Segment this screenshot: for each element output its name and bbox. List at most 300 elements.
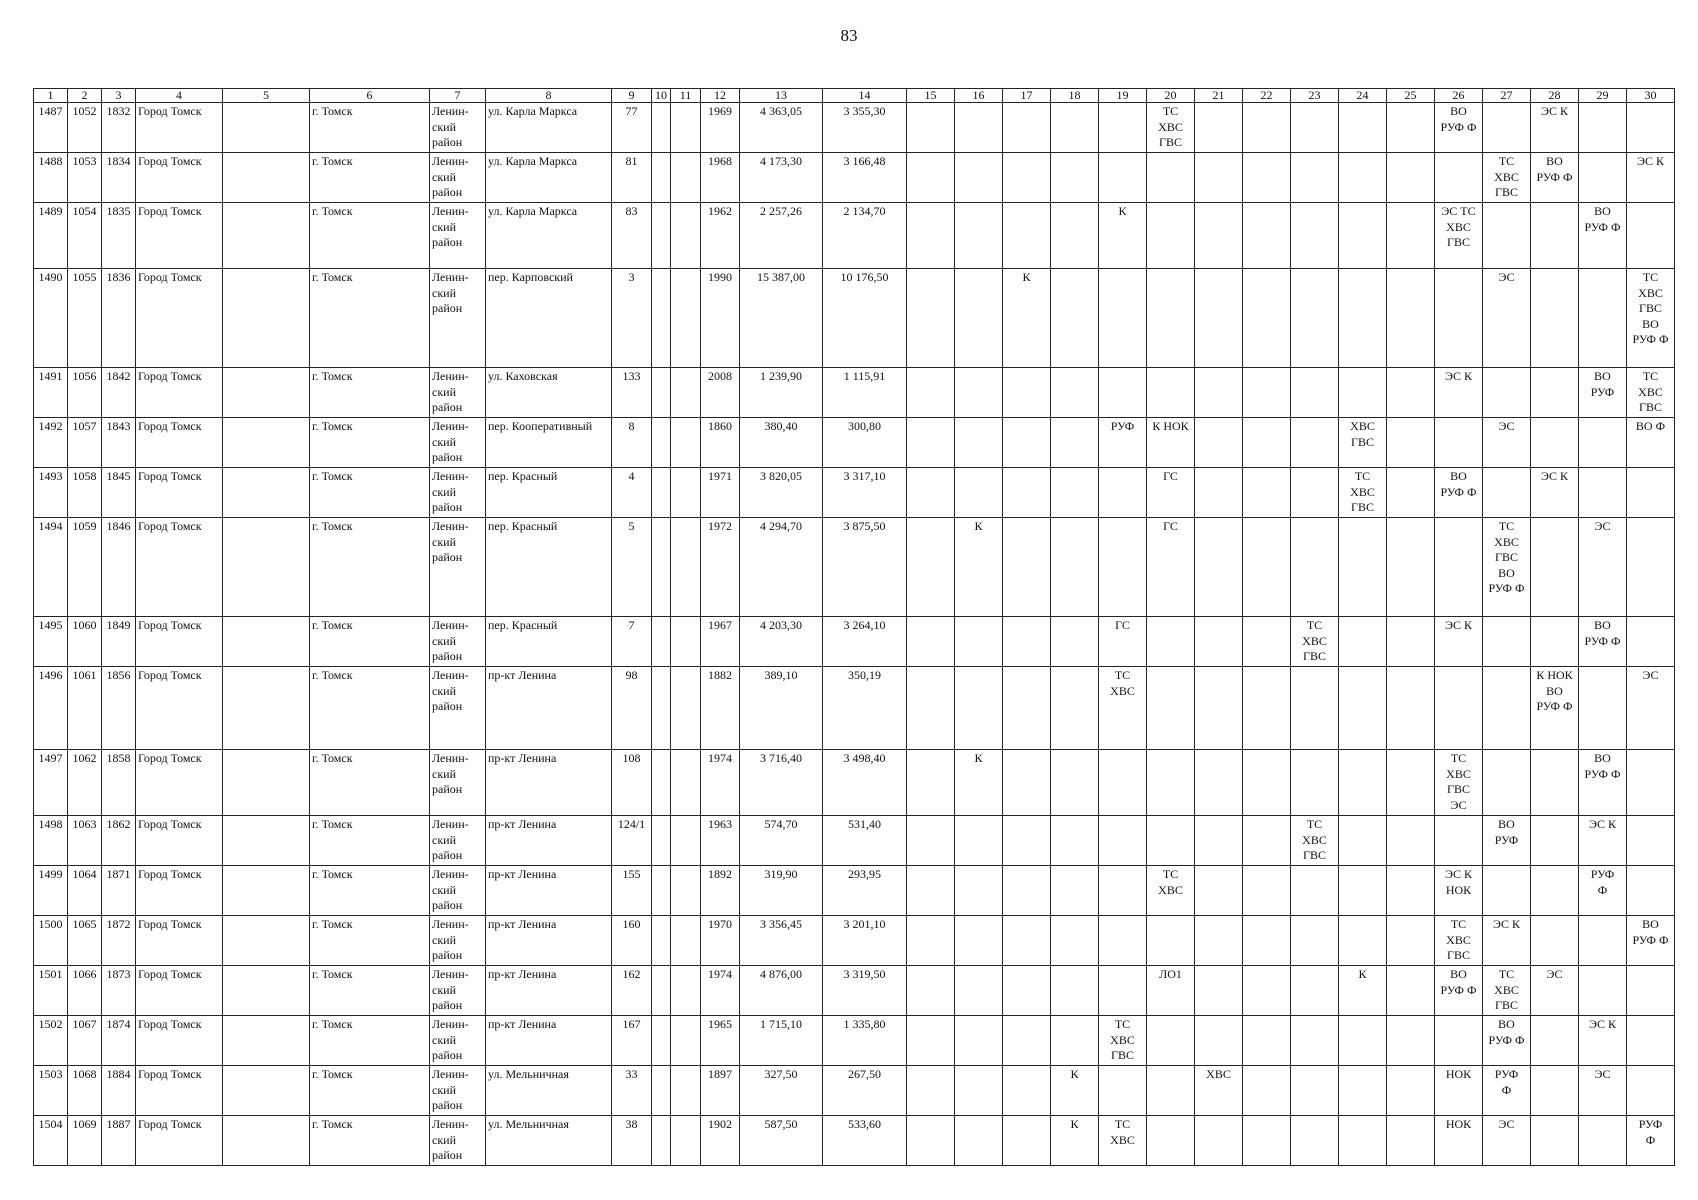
column-number-header: 29	[1579, 89, 1627, 103]
table-cell	[652, 1066, 671, 1116]
table-cell	[1195, 750, 1243, 816]
table-cell	[1243, 667, 1291, 750]
table-cell: пр-кт Ленина	[486, 667, 612, 750]
table-cell	[1243, 750, 1291, 816]
table-cell: г. Томск	[310, 153, 430, 203]
table-cell: ЭС К	[1483, 916, 1531, 966]
table-cell: 1974	[701, 966, 740, 1016]
table-cell	[1003, 103, 1051, 153]
table-cell: ТС ХВС	[1147, 866, 1195, 916]
table-cell	[1339, 518, 1387, 617]
column-number-header: 30	[1627, 89, 1675, 103]
table-cell: 1498	[34, 816, 68, 866]
table-cell: 38	[612, 1116, 652, 1166]
column-number-header: 22	[1243, 89, 1291, 103]
table-cell	[1195, 866, 1243, 916]
table-cell: ХВС	[1195, 1066, 1243, 1116]
table-cell	[223, 816, 310, 866]
table-cell: К	[1003, 269, 1051, 368]
table-cell: Ленин- ский район	[430, 368, 486, 418]
table-cell: ЭС К	[1531, 468, 1579, 518]
table-cell: НОК	[1435, 1116, 1483, 1166]
table-cell	[1099, 1066, 1147, 1116]
table-cell	[955, 269, 1003, 368]
table-cell	[1195, 1116, 1243, 1166]
table-cell: 267,50	[823, 1066, 907, 1116]
table-cell	[907, 153, 955, 203]
table-cell: 1495	[34, 617, 68, 667]
table-cell: Город Томск	[136, 1016, 223, 1066]
table-cell: 108	[612, 750, 652, 816]
table-cell: 1 115,91	[823, 368, 907, 418]
table-cell	[1195, 916, 1243, 966]
table-cell	[1099, 916, 1147, 966]
table-cell: 5	[612, 518, 652, 617]
table-cell	[652, 916, 671, 966]
table-row	[34, 1116, 1675, 1166]
table-cell: пер. Карповский	[486, 269, 612, 368]
table-cell: К НОК	[1147, 418, 1195, 468]
table-cell: г. Томск	[310, 468, 430, 518]
column-number-header: 28	[1531, 89, 1579, 103]
table-cell	[1387, 153, 1435, 203]
table-cell	[1387, 617, 1435, 667]
table-cell	[1003, 816, 1051, 866]
table-cell: Город Томск	[136, 617, 223, 667]
table-cell: 1068	[68, 1066, 102, 1116]
table-cell	[1531, 203, 1579, 269]
table-cell: ЭС	[1531, 966, 1579, 1016]
table-cell	[1291, 418, 1339, 468]
table-cell	[1051, 667, 1099, 750]
table-cell: Город Томск	[136, 966, 223, 1016]
table-cell	[1579, 103, 1627, 153]
table-cell	[955, 203, 1003, 269]
table-cell: 1972	[701, 518, 740, 617]
table-cell: пер. Красный	[486, 468, 612, 518]
table-cell	[1243, 468, 1291, 518]
table-cell	[1579, 667, 1627, 750]
table-cell	[1339, 1016, 1387, 1066]
table-cell: пр-кт Ленина	[486, 1016, 612, 1066]
table-cell	[1579, 1116, 1627, 1166]
column-number-header: 15	[907, 89, 955, 103]
table-cell	[955, 966, 1003, 1016]
table-cell: 81	[612, 153, 652, 203]
column-number-header: 26	[1435, 89, 1483, 103]
table-row	[34, 750, 1675, 816]
table-cell	[1387, 866, 1435, 916]
table-cell: 4 203,30	[740, 617, 823, 667]
table-cell: 1065	[68, 916, 102, 966]
column-number-header: 16	[955, 89, 1003, 103]
table-cell: Ленин- ский район	[430, 816, 486, 866]
table-row	[34, 966, 1675, 1016]
table-cell: 1892	[701, 866, 740, 916]
table-row	[34, 518, 1675, 617]
table-cell	[1291, 1116, 1339, 1166]
table-cell: 587,50	[740, 1116, 823, 1166]
table-cell: 1967	[701, 617, 740, 667]
table-cell: Город Томск	[136, 418, 223, 468]
table-cell	[1339, 617, 1387, 667]
table-row	[34, 368, 1675, 418]
table-cell	[1147, 750, 1195, 816]
table-cell: 1497	[34, 750, 68, 816]
table-cell: ЭС	[1483, 418, 1531, 468]
table-cell: 1493	[34, 468, 68, 518]
table-cell	[1483, 203, 1531, 269]
table-cell: Город Томск	[136, 1066, 223, 1116]
table-cell: 167	[612, 1016, 652, 1066]
table-cell	[1627, 816, 1675, 866]
table-cell: К	[955, 750, 1003, 816]
table-cell	[1387, 750, 1435, 816]
table-cell	[1627, 468, 1675, 518]
table-cell: 1063	[68, 816, 102, 866]
table-cell	[223, 103, 310, 153]
table-cell: ТС ХВС ГВС	[1483, 966, 1531, 1016]
column-number-header: 21	[1195, 89, 1243, 103]
table-cell: ВО РУФ Ф	[1579, 750, 1627, 816]
table-cell	[652, 269, 671, 368]
table-cell: 4 173,30	[740, 153, 823, 203]
table-cell	[1195, 368, 1243, 418]
table-cell: пр-кт Ленина	[486, 916, 612, 966]
table-cell	[1483, 368, 1531, 418]
table-cell	[1339, 816, 1387, 866]
table-cell: пр-кт Ленина	[486, 750, 612, 816]
table-cell	[1291, 518, 1339, 617]
table-cell	[907, 617, 955, 667]
table-cell	[1003, 153, 1051, 203]
table-cell	[907, 418, 955, 468]
table-cell: г. Томск	[310, 418, 430, 468]
table-cell	[1243, 153, 1291, 203]
table-cell: 1897	[701, 1066, 740, 1116]
table-cell	[652, 103, 671, 153]
table-cell: 1489	[34, 203, 68, 269]
table-cell: г. Томск	[310, 966, 430, 1016]
table-cell: 1504	[34, 1116, 68, 1166]
table-cell	[1003, 1016, 1051, 1066]
table-cell: 1902	[701, 1116, 740, 1166]
table-cell: ТС ХВС ГВС ВО РУФ Ф	[1627, 269, 1675, 368]
table-cell	[1339, 866, 1387, 916]
table-cell	[1099, 103, 1147, 153]
table-cell: 1499	[34, 866, 68, 916]
table-cell	[671, 103, 701, 153]
table-cell: г. Томск	[310, 1066, 430, 1116]
table-cell	[1003, 667, 1051, 750]
table-cell	[671, 617, 701, 667]
table-cell	[652, 667, 671, 750]
table-cell	[223, 1066, 310, 1116]
table-cell: ХВС ГВС	[1339, 418, 1387, 468]
table-cell	[671, 418, 701, 468]
table-cell: 3 201,10	[823, 916, 907, 966]
table-cell	[1243, 966, 1291, 1016]
table-cell	[1387, 1016, 1435, 1066]
table-cell: г. Томск	[310, 916, 430, 966]
table-cell	[652, 866, 671, 916]
table-cell: ЭС	[1483, 1116, 1531, 1166]
table-cell	[1387, 816, 1435, 866]
table-cell: пр-кт Ленина	[486, 866, 612, 916]
table-cell	[671, 468, 701, 518]
table-cell: ВО РУФ Ф	[1627, 916, 1675, 966]
table-cell: 300,80	[823, 418, 907, 468]
table-cell: 531,40	[823, 816, 907, 866]
column-number-header: 9	[612, 89, 652, 103]
table-cell	[955, 866, 1003, 916]
table-cell: 1969	[701, 103, 740, 153]
table-cell	[1051, 203, 1099, 269]
table-cell: ул. Карла Маркса	[486, 203, 612, 269]
table-cell	[223, 153, 310, 203]
table-cell	[1099, 816, 1147, 866]
table-cell	[1099, 750, 1147, 816]
table-cell: ул. Мельничная	[486, 1116, 612, 1166]
table-cell: ВО РУФ Ф	[1435, 966, 1483, 1016]
table-cell: 1834	[102, 153, 136, 203]
table-cell	[671, 916, 701, 966]
table-cell: Ленин- ский район	[430, 966, 486, 1016]
table-cell	[1339, 916, 1387, 966]
table-cell: 389,10	[740, 667, 823, 750]
table-cell	[1627, 103, 1675, 153]
table-cell: 2 134,70	[823, 203, 907, 269]
table-cell	[1003, 1066, 1051, 1116]
table-cell	[1243, 269, 1291, 368]
table-cell	[1003, 750, 1051, 816]
table-cell: 4	[612, 468, 652, 518]
table-cell	[1531, 750, 1579, 816]
table-cell: 77	[612, 103, 652, 153]
table-cell	[955, 1116, 1003, 1166]
table-cell: 155	[612, 866, 652, 916]
table-cell: 8	[612, 418, 652, 468]
table-cell	[1387, 103, 1435, 153]
table-cell: ЭС К	[1531, 103, 1579, 153]
table-cell	[1387, 203, 1435, 269]
table-cell	[1291, 1066, 1339, 1116]
table-cell: 162	[612, 966, 652, 1016]
table-row	[34, 667, 1675, 750]
table-cell	[1147, 203, 1195, 269]
table-cell: 3 356,45	[740, 916, 823, 966]
table-cell	[1531, 617, 1579, 667]
table-cell: пер. Красный	[486, 617, 612, 667]
table-cell: 1962	[701, 203, 740, 269]
table-cell	[1003, 1116, 1051, 1166]
column-number-header: 24	[1339, 89, 1387, 103]
column-number-header: 2	[68, 89, 102, 103]
table-cell	[1051, 866, 1099, 916]
table-cell	[1291, 269, 1339, 368]
table-cell	[1195, 667, 1243, 750]
table-cell: 1 715,10	[740, 1016, 823, 1066]
table-cell: Ленин- ский район	[430, 153, 486, 203]
table-cell: 7	[612, 617, 652, 667]
table-cell: 1968	[701, 153, 740, 203]
table-cell	[955, 418, 1003, 468]
table-row	[34, 418, 1675, 468]
table-cell	[1387, 966, 1435, 1016]
table-cell: ВО РУФ	[1483, 816, 1531, 866]
table-cell	[1387, 1116, 1435, 1166]
table-cell: К	[1051, 1066, 1099, 1116]
table-cell	[1435, 518, 1483, 617]
table-cell	[907, 866, 955, 916]
table-cell	[671, 1016, 701, 1066]
table-cell	[1387, 418, 1435, 468]
table-cell	[1051, 368, 1099, 418]
table-cell: Город Томск	[136, 368, 223, 418]
table-cell: РУФ Ф	[1627, 1116, 1675, 1166]
table-cell: ул. Мельничная	[486, 1066, 612, 1116]
table-cell	[955, 1016, 1003, 1066]
table-cell: г. Томск	[310, 1116, 430, 1166]
table-cell	[223, 518, 310, 617]
table-cell: 3 716,40	[740, 750, 823, 816]
table-cell	[1051, 103, 1099, 153]
table-cell: ЭС	[1579, 518, 1627, 617]
table-cell: 1055	[68, 269, 102, 368]
table-cell	[1531, 518, 1579, 617]
table-cell: 1874	[102, 1016, 136, 1066]
table-cell	[1531, 866, 1579, 916]
table-cell: г. Томск	[310, 368, 430, 418]
table-cell: ЭС	[1627, 667, 1675, 750]
table-cell	[1627, 203, 1675, 269]
table-cell: К	[1339, 966, 1387, 1016]
table-cell: ВО РУФ Ф	[1435, 468, 1483, 518]
table-cell	[907, 518, 955, 617]
table-cell	[1003, 518, 1051, 617]
table-cell	[1195, 617, 1243, 667]
table-cell	[907, 1016, 955, 1066]
table-cell: 3	[612, 269, 652, 368]
table-cell	[1387, 667, 1435, 750]
table-cell	[1435, 667, 1483, 750]
table-cell: 574,70	[740, 816, 823, 866]
table-cell: 1488	[34, 153, 68, 203]
table-cell	[955, 816, 1003, 866]
table-cell: 533,60	[823, 1116, 907, 1166]
table-cell: 1835	[102, 203, 136, 269]
table-cell	[1339, 368, 1387, 418]
table-cell: 124/1	[612, 816, 652, 866]
table-cell: 1057	[68, 418, 102, 468]
table-cell: пр-кт Ленина	[486, 816, 612, 866]
table-cell: ЭС К	[1435, 617, 1483, 667]
table-cell: ТС ХВС ГВС ВО РУФ Ф	[1483, 518, 1531, 617]
table-cell	[1483, 617, 1531, 667]
table-cell	[223, 750, 310, 816]
table-cell: 1052	[68, 103, 102, 153]
table-cell: 1060	[68, 617, 102, 667]
table-cell	[1243, 103, 1291, 153]
table-cell	[1627, 866, 1675, 916]
table-cell	[1339, 1066, 1387, 1116]
table-cell: ВО РУФ Ф	[1579, 203, 1627, 269]
table-cell	[1531, 816, 1579, 866]
table-cell	[1147, 368, 1195, 418]
table-cell	[223, 368, 310, 418]
table-cell: Город Томск	[136, 468, 223, 518]
table-cell	[1483, 866, 1531, 916]
table-row	[34, 866, 1675, 916]
column-number-header: 10	[652, 89, 671, 103]
table-cell	[1195, 269, 1243, 368]
table-cell	[1051, 468, 1099, 518]
table-cell	[907, 916, 955, 966]
column-number-header: 3	[102, 89, 136, 103]
table-cell	[1579, 269, 1627, 368]
table-cell	[907, 1066, 955, 1116]
table-cell	[1435, 269, 1483, 368]
housing-register-table	[33, 88, 1675, 1166]
table-cell: Ленин- ский район	[430, 916, 486, 966]
table-cell: 1058	[68, 468, 102, 518]
table-cell	[223, 866, 310, 916]
table-cell	[671, 866, 701, 916]
table-cell: 1061	[68, 667, 102, 750]
table-cell	[907, 269, 955, 368]
table-cell: 1884	[102, 1066, 136, 1116]
column-number-header: 1	[34, 89, 68, 103]
table-cell	[1291, 203, 1339, 269]
table-cell	[955, 468, 1003, 518]
table-cell	[223, 916, 310, 966]
table-cell	[652, 153, 671, 203]
table-cell: ТС ХВС ГВС	[1339, 468, 1387, 518]
table-cell	[1339, 269, 1387, 368]
table-cell	[652, 750, 671, 816]
table-cell	[1387, 468, 1435, 518]
table-cell: К	[1051, 1116, 1099, 1166]
table-cell	[1243, 1116, 1291, 1166]
table-cell: г. Томск	[310, 269, 430, 368]
table-cell	[1387, 269, 1435, 368]
table-cell: 15 387,00	[740, 269, 823, 368]
table-cell	[907, 1116, 955, 1166]
table-cell	[1195, 418, 1243, 468]
column-number-header: 17	[1003, 89, 1051, 103]
table-cell: 3 875,50	[823, 518, 907, 617]
table-cell	[1195, 966, 1243, 1016]
table-cell: ТС ХВС	[1099, 667, 1147, 750]
table-cell: 327,50	[740, 1066, 823, 1116]
table-cell	[1243, 418, 1291, 468]
table-cell	[1099, 866, 1147, 916]
table-cell	[671, 518, 701, 617]
table-cell: г. Томск	[310, 667, 430, 750]
table-cell: Город Томск	[136, 153, 223, 203]
table-cell	[1147, 1116, 1195, 1166]
table-cell: ГС	[1147, 518, 1195, 617]
table-cell: РУФ Ф	[1483, 1066, 1531, 1116]
table-cell	[223, 667, 310, 750]
table-cell: г. Томск	[310, 1016, 430, 1066]
table-cell: 1496	[34, 667, 68, 750]
table-cell: 133	[612, 368, 652, 418]
table-cell	[652, 368, 671, 418]
column-number-header: 19	[1099, 89, 1147, 103]
table-cell	[671, 203, 701, 269]
table-cell: 1067	[68, 1016, 102, 1066]
